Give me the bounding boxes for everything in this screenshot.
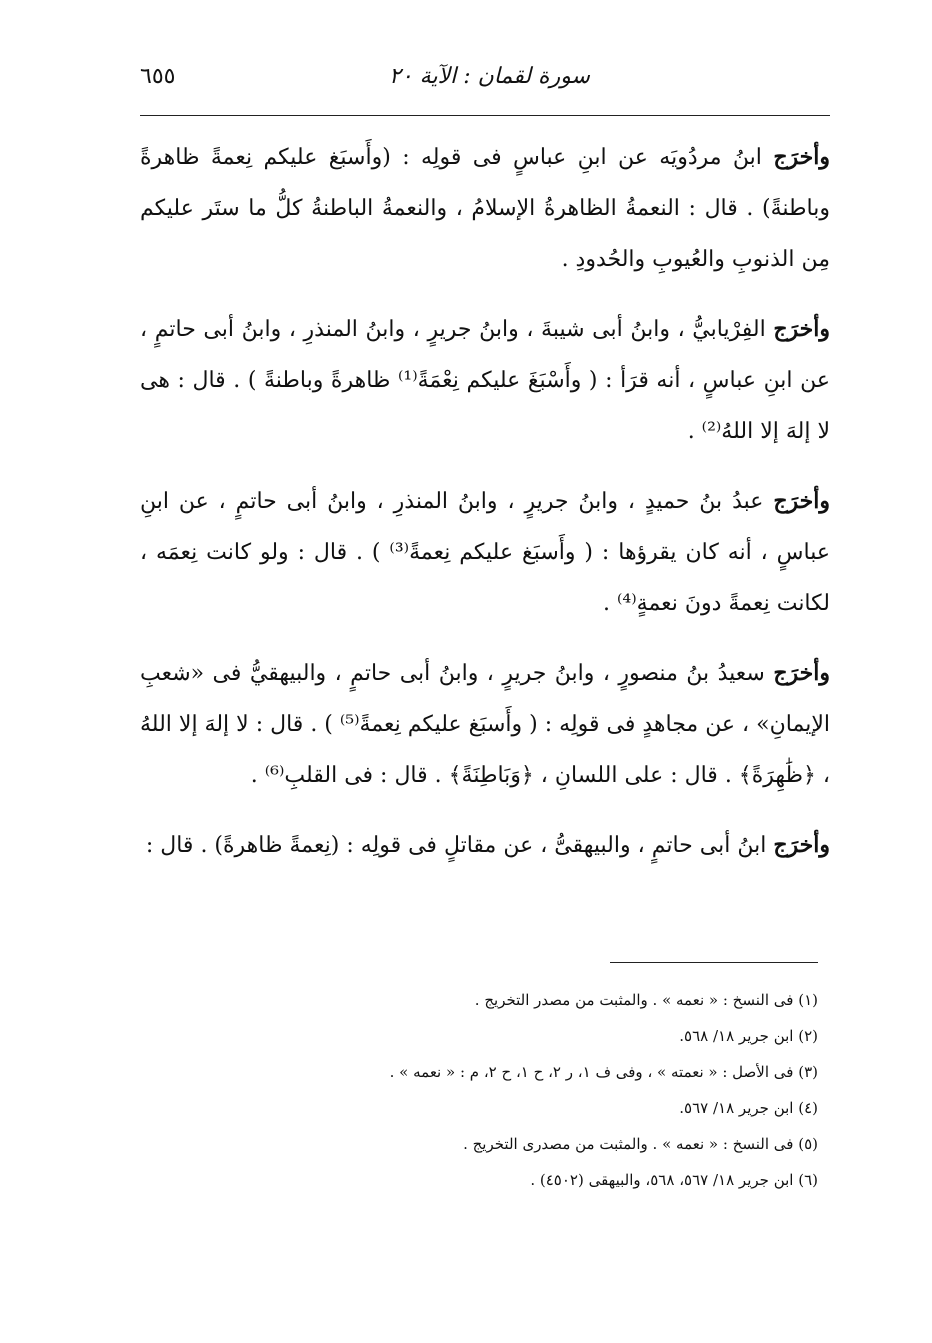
footnote-3: (٣) فى الأصل : « نعمته » ، وفى ف ١، ر ٢، ح ١، ح ٢، م : « نعمه » . <box>389 1063 818 1081</box>
footnote-4: (٤) ابن جرير ١٨/ ٥٦٧. <box>679 1099 818 1117</box>
paragraph-lead: وأخرَج <box>773 316 830 342</box>
paragraph-lead: وأخرَج <box>773 144 830 170</box>
paragraph-text: سعيدُ بنُ منصورٍ ، وابنُ جريرٍ ، وابنُ أبى حاتمٍ ، والبيهقيُّ فى «شعبِ الإيمانِ» ، عن مجاهدٍ فى قولِه : ( وأَسبَغ عليكم نِعمةً⁽⁵⁾ ) . قال : لا إلهَ إلا اللهُ ، ﴿ظَٰهِرَةً﴾ . قال : على اللسانِ ، ﴿وَبَاطِنَةً﴾ . قال : فى القلبِ⁽⁶⁾ . <box>140 661 830 788</box>
paragraph-1 <box>140 132 830 285</box>
footnote-2: (٢) ابن جرير ١٨/ ٥٦٨. <box>679 1027 818 1045</box>
paragraph-lead: وأخرَج <box>773 488 830 514</box>
footnote-5: (٥) فى النسخ : « نعمه » . والمثبت من مصدرى التخريج . <box>463 1135 818 1153</box>
paragraph-4 <box>140 648 830 801</box>
footnote-6: (٦) ابن جرير ١٨/ ٥٦٧، ٥٦٨، والبيهقى (٤٥٠٢) . <box>530 1171 818 1189</box>
footnote-divider <box>610 962 818 963</box>
paragraph-text: عبدُ بنُ حميدٍ ، وابنُ جريرٍ ، وابنُ المنذرِ ، وابنُ أبى حاتمٍ ، عن ابنِ عباسٍ ، أنه كان يقرؤها : ( وأَسبَغ عليكم نِعمةً⁽³⁾ ) . قال : ولو كانت نِعمَه ، لكانت نِعمةً دونَ نعمةٍ⁽⁴⁾ . <box>140 489 830 616</box>
paragraph-lead: وأخرَج <box>773 832 830 858</box>
footnotes <box>140 982 818 1198</box>
paragraph-text: ابنُ أبى حاتمٍ ، والبيهقىُّ ، عن مقاتلٍ فى قولِه : (نِعمةً ظاهرةً) . قال : <box>145 833 767 858</box>
paragraph-2 <box>140 304 830 457</box>
paragraph-lead: وأخرَج <box>773 660 830 686</box>
paragraph-text: الفِرْيابيُّ ، وابنُ أبى شيبةَ ، وابنُ جريرٍ ، وابنُ المنذرِ ، وابنُ أبى حاتمٍ ، عن ابنِ عباسٍ ، أنه قرَأ : ( وأَسْبَغَ عليكم نِعْمَةً⁽¹⁾ ظاهرةً وباطنةً ) . قال : هى لا إلهَ إلا اللهُ⁽²⁾ . <box>140 317 830 444</box>
paragraph-5 <box>140 820 830 871</box>
footnote-1: (١) فى النسخ : « نعمه » . والمثبت من مصدر التخريج . <box>474 991 818 1009</box>
main-text <box>140 132 830 890</box>
header-title: سورة لقمان : الآية ٢٠ <box>389 64 590 89</box>
header-divider <box>140 115 830 116</box>
paragraph-3 <box>140 476 830 629</box>
running-header <box>140 62 830 102</box>
paragraph-text: ابنُ مردُويَه عن ابنِ عباسٍ فى قولِه : (وأَسبَغ عليكم نِعمةً ظاهرةً وباطنةً) . قال : النعمةُ الظاهرةُ الإسلامُ ، والنعمةُ الباطنةُ كلُّ ما ستَر عليكم مِن الذنوبِ والعُيوبِ والحُدودِ . <box>140 145 830 272</box>
page-number: ٦٥٥ <box>140 64 176 89</box>
